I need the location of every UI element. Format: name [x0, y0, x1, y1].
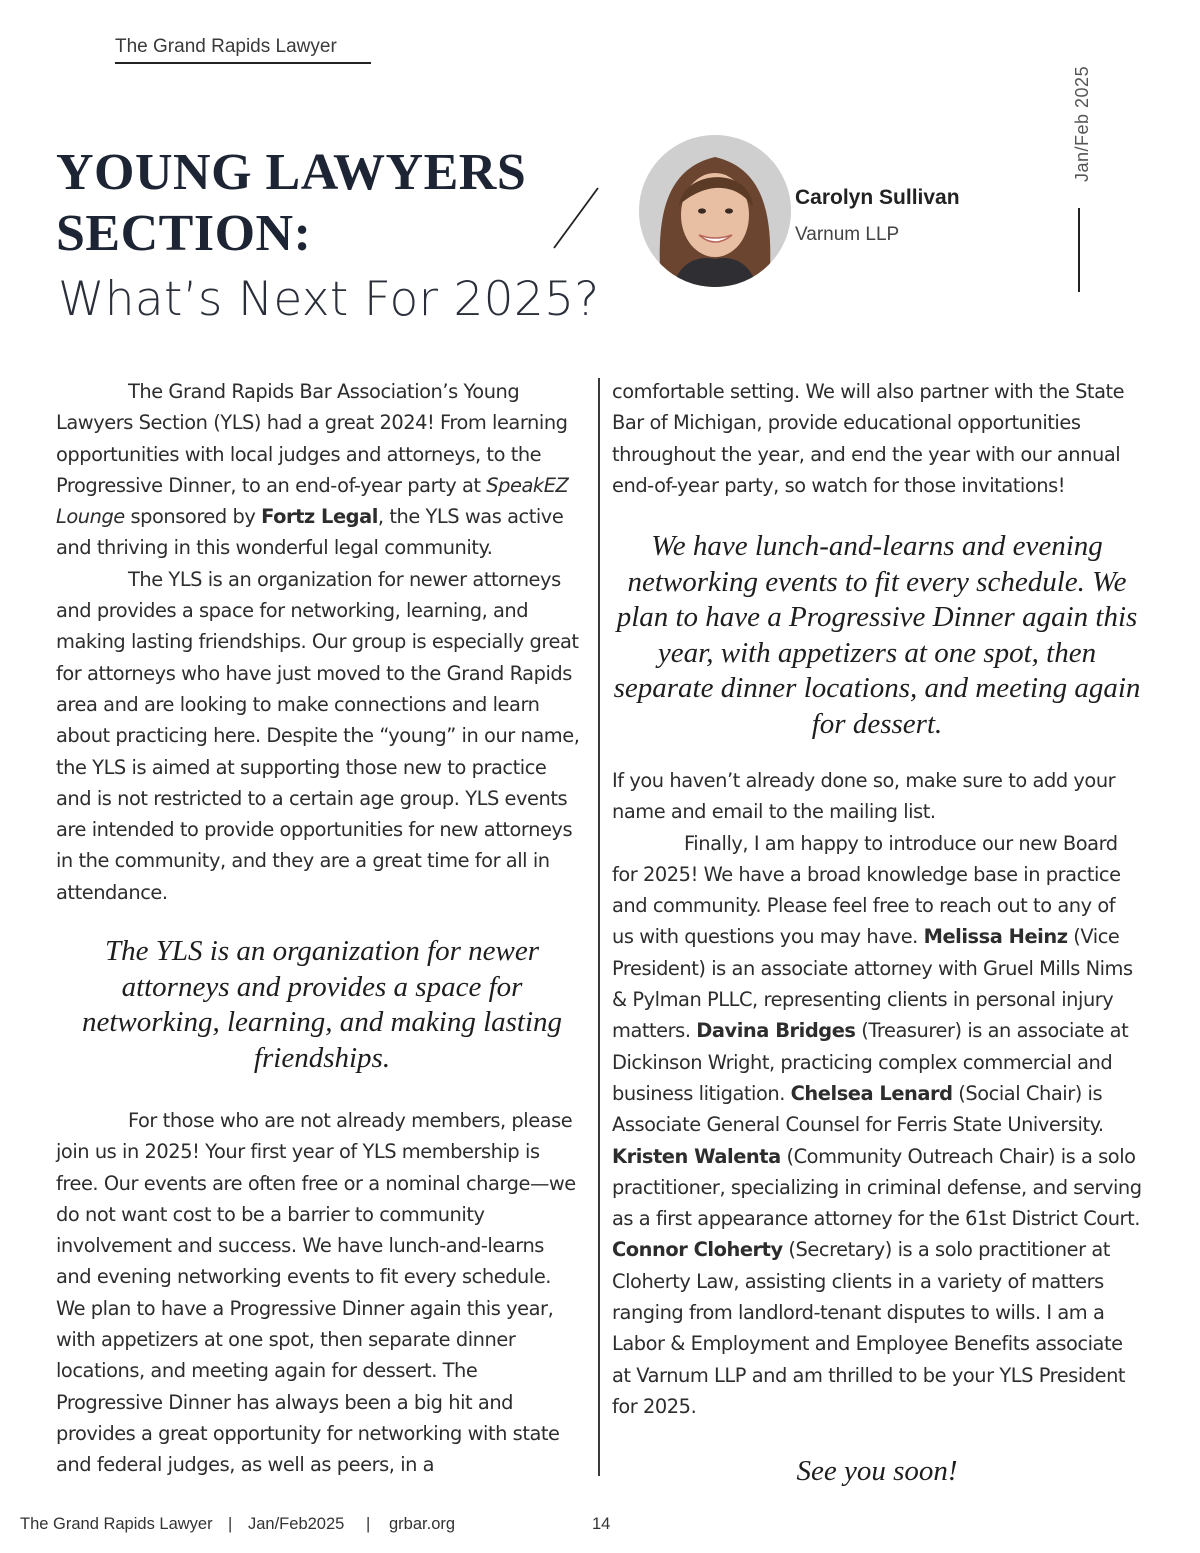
column-divider: [598, 378, 600, 1476]
article-title: [56, 142, 526, 264]
left-p1-text-a: The Grand Rapids Bar Association’s Young Lawyers Section (YLS) had a great 2024! From learning opportunities with local judges and attorneys, to the Progressive Dinner, to an end-of-year party at: [56, 380, 568, 497]
footer-website-link[interactable]: grbar.org: [389, 1515, 456, 1533]
title-line-1: YOUNG LAWYERS: [56, 144, 527, 201]
issue-date-vertical: Jan/Feb 2025: [1072, 65, 1092, 182]
board-member-bio: (Treasurer) is an associate at Dickinson Wright, practicing complex commercial and business litigation.: [612, 1019, 1129, 1105]
board-member-name: Chelsea Lenard: [790, 1081, 953, 1105]
pull-quote-left: The YLS is an organization for newer attorneys and provides a space for networking, learning, and making lasting friendships.: [81, 935, 563, 1074]
footer-issue: Jan/Feb2025: [248, 1515, 345, 1533]
venue-name: SpeakEZ Lounge: [56, 473, 569, 529]
board-member-bio: (Social Chair) is Associate General Counsel for Ferris State University.: [612, 1081, 1104, 1137]
board-member-bio: (Secretary) is a solo practitioner at Cloherty Law, assisting clients in a variety of matters ranging from landlord-tenant disputes to wills. I am a Labor & Employment and Employee Benefits associate at Varnum LLP and am thrilled to be your YLS President for 2025.: [612, 1238, 1126, 1418]
slash-divider-icon: [550, 185, 602, 251]
board-member-name: Davina Bridges: [696, 1019, 856, 1043]
board-member-name: Kristen Walenta: [612, 1144, 781, 1168]
left-column: [56, 376, 584, 908]
board-member-bio: (Community Outreach Chair) is a solo practitioner, specializing in criminal defense, and serving as a first appearance attorney for the 61st District Court.: [612, 1144, 1142, 1231]
left-paragraph-3: For those who are not already members, please join us in 2025! Your first year of YLS membership is free. Our events are often free or a nominal charge—we do not want cost to be a barrier to community involvement and success. We have lunch-and-learns and evening networking events to fit every schedule. We plan to have a Progressive Dinner again this year, with appetizers at one spot, then separate dinner locations, and meeting again for dessert. The Progressive Dinner has always been a big hit and provides a great opportunity for networking with state and federal judges, as well as peers, in a: [56, 1109, 576, 1477]
author-photo: [639, 135, 791, 287]
right-column-lower: [612, 765, 1142, 1422]
footer-publication: The Grand Rapids Lawyer: [20, 1515, 213, 1533]
board-member-bio: (Vice President) is an associate attorney with Gruel Mills Nims & Pylman PLLC, representing clients in personal injury matters.: [612, 925, 1133, 1043]
left-column-lower: [56, 1105, 584, 1481]
masthead-rule: [115, 62, 371, 64]
left-paragraph-1: [56, 376, 584, 564]
board-intro: Finally, I am happy to introduce our new Board for 2025! We have a broad knowledge base in practice and community. Please feel free to reach out to any of us with questions you may have.: [612, 831, 1121, 949]
right-paragraph-1: comfortable setting. We will also partner with the State Bar of Michigan, provide educational opportunities throughout the year, and end the year with our annual end-of-year party, so watch for those invitations!: [612, 380, 1125, 497]
right-paragraph-2: If you haven’t already done so, make sure to add your name and email to the mailing list.: [612, 769, 1116, 824]
sign-off: See you soon!: [796, 1455, 958, 1487]
author-name: Carolyn Sullivan: [795, 186, 960, 209]
footer-separator: |: [366, 1515, 371, 1533]
left-paragraph-2: The YLS is an organization for newer attorneys and provides a space for networking, learning, and making lasting friendships. Our group is especially great for attorneys who have just moved to the Grand Rapids area and are looking to make connections and learn about practicing here. Despite the “young” in our name, the YLS is aimed at supporting those new to practice and is not restricted to a certain age group. YLS events are intended to provide opportunities for new attorneys in the community, and they are a great time for all in attendance.: [56, 567, 580, 904]
masthead: The Grand Rapids Lawyer: [115, 36, 337, 57]
author-organization: Varnum LLP: [795, 224, 900, 245]
sponsor-name: Fortz Legal: [261, 505, 378, 529]
board-member-name: Connor Cloherty: [612, 1238, 783, 1262]
left-p1-text-b: sponsored by: [124, 505, 262, 529]
footer-separator: |: [228, 1515, 233, 1533]
title-line-2: SECTION:: [56, 205, 312, 262]
author-headshot-icon: [639, 135, 791, 287]
board-member-name: Melissa Heinz: [923, 925, 1068, 949]
right-paragraph-3: [612, 828, 1142, 1423]
vertical-rule: [1078, 208, 1080, 292]
left-p1-text-c: , the YLS was active and thriving in this wonderful legal community.: [56, 505, 564, 560]
pull-quote-right: We have lunch-and-learns and evening networking events to fit every schedule. We plan to have a Progressive Dinner again this year, with appetizers at one spot, then separate dinner locations, and meeting again for dessert.: [613, 530, 1141, 740]
right-column: [612, 376, 1142, 501]
page-number: 14: [592, 1515, 611, 1533]
article-subtitle: What’s Next For 2025?: [58, 272, 600, 327]
